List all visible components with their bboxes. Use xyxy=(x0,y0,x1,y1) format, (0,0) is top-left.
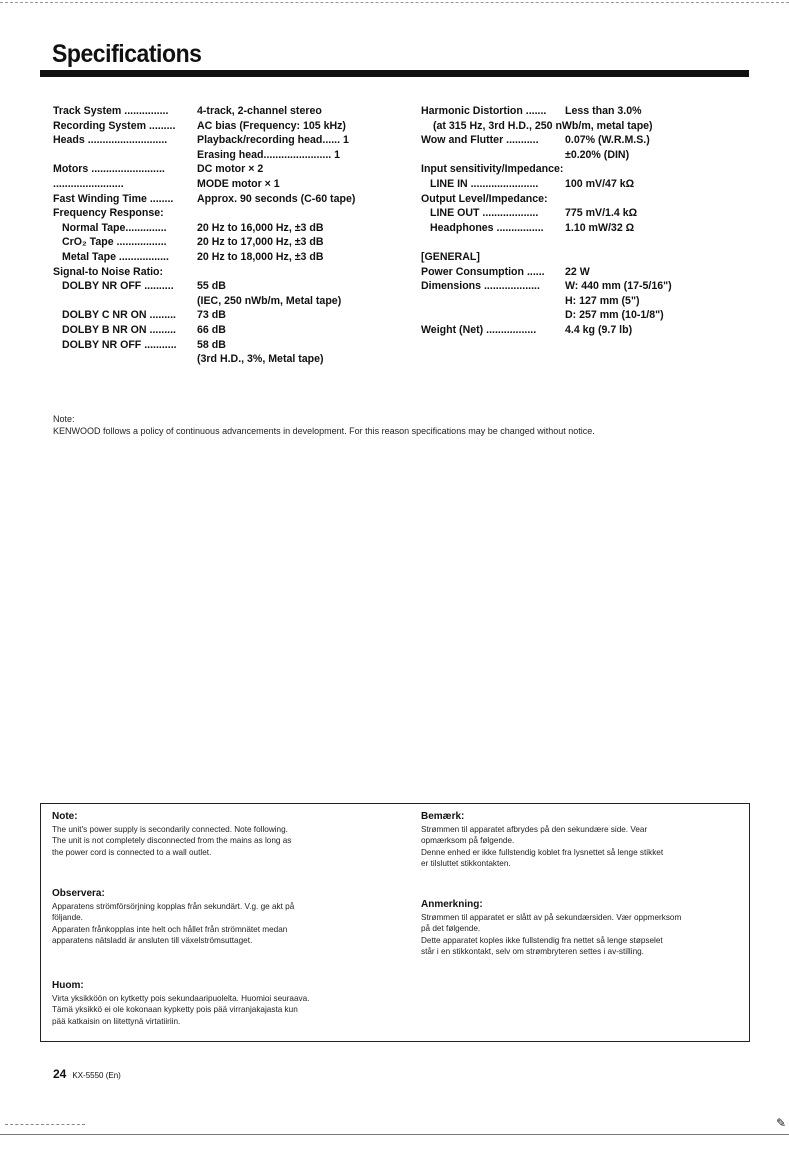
spec-row xyxy=(421,133,761,148)
spec-value: 55 dB xyxy=(197,280,226,293)
spec-label: Heads ........................... xyxy=(53,134,168,147)
spec-row xyxy=(53,235,403,250)
notice-fi-heading: Huom: xyxy=(52,980,84,991)
power-notice-box xyxy=(40,803,750,1042)
bottom-rule xyxy=(0,1134,789,1135)
notice-da-heading: Bemærk: xyxy=(421,811,465,822)
spec-value: 20 Hz to 16,000 Hz, ±3 dB xyxy=(197,221,324,234)
text-line: Strømmen til apparatet afbrydes på den sekundære side. Vear xyxy=(421,825,648,834)
spec-row xyxy=(53,323,403,338)
spec-value: 20 Hz to 17,000 Hz, ±3 dB xyxy=(197,236,324,249)
notice-no xyxy=(421,898,741,958)
notice-en xyxy=(52,810,372,858)
spec-label: Frequency Response: xyxy=(53,207,164,220)
spec-row xyxy=(53,308,403,323)
spec-value: 1.10 mW/32 Ω xyxy=(565,221,635,234)
bottom-dash xyxy=(5,1124,85,1125)
spec-row xyxy=(421,177,761,192)
spec-value: H: 127 mm (5") xyxy=(565,294,640,307)
spec-value: W: 440 mm (17-5/16") xyxy=(565,280,672,293)
text-line: opmærksom på følgende. xyxy=(421,836,515,846)
spec-row xyxy=(53,119,403,134)
spec-label: Input sensitivity/Impedance: xyxy=(421,163,564,176)
model-label: KX-5550 (En) xyxy=(72,1071,121,1080)
text-line: står i en stikkontakt, selv om strømbryteren settes i av-stilling. xyxy=(421,947,644,957)
spec-label: Dimensions ................... xyxy=(421,280,540,293)
spec-value: (IEC, 250 nWb/m, Metal tape) xyxy=(197,294,342,307)
spec-note xyxy=(53,413,595,437)
text-line: Tämä yksikkö ei ole kokonaan kypketty pois pää virranjakajasta kun xyxy=(52,1005,298,1015)
spec-row xyxy=(53,279,403,294)
spec-value: 22 W xyxy=(565,265,590,278)
text-line: Virta yksikköön on kytketty pois sekundaaripuolelta. Huomioi seuraava. xyxy=(52,994,310,1003)
spec-value: 775 mV/1.4 kΩ xyxy=(565,207,638,220)
spec-line: (at 315 Hz, 3rd H.D., 250 nWb/m, metal tape) xyxy=(433,119,653,132)
spec-label xyxy=(53,352,197,367)
spec-row xyxy=(53,162,403,177)
spec-row xyxy=(421,235,761,250)
text-line: Dette apparatet koples ikke fullstendig fra nettet så lenge støpselet xyxy=(421,935,663,945)
spec-value: AC bias (Frequency: 105 kHz) xyxy=(197,119,346,132)
spec-label: Headphones ................ xyxy=(430,221,544,234)
text-line: följande. xyxy=(52,913,83,923)
text-line: Apparatens strömförsörjning kopplas från sekundärt. V.g. ge akt på xyxy=(52,902,295,911)
spec-label xyxy=(421,148,565,163)
spec-value: (3rd H.D., 3%, Metal tape) xyxy=(197,353,324,366)
spec-value: D: 257 mm (10-1/8") xyxy=(565,309,664,322)
spec-value: 20 Hz to 18,000 Hz, ±3 dB xyxy=(197,250,324,263)
spec-row xyxy=(53,294,403,309)
spec-label: Power Consumption ...... xyxy=(421,265,545,278)
text-line: The unit is not completely disconnected from the mains as long as xyxy=(52,836,292,846)
spec-row xyxy=(53,206,403,221)
spec-row xyxy=(421,323,761,338)
spec-label: ........................ xyxy=(53,177,124,190)
notice-no-heading: Anmerkning: xyxy=(421,899,483,910)
spec-label: Signal-to Noise Ratio: xyxy=(53,265,164,278)
spec-value: DC motor × 2 xyxy=(197,163,264,176)
spec-value: 66 dB xyxy=(197,323,226,336)
notice-fi-text xyxy=(52,993,372,1027)
text-line: Apparaten frånkopplas inte helt och hållet från strömnätet medan xyxy=(52,924,288,934)
spec-value: Erasing head....................... 1 xyxy=(197,148,341,161)
spec-label: Normal Tape.............. xyxy=(62,221,167,234)
spec-label: Output Level/Impedance: xyxy=(421,192,548,205)
text-line: apparatens nätsladd är ansluten till växelströmsuttaget. xyxy=(52,936,253,946)
spec-row xyxy=(53,250,403,265)
spec-row xyxy=(53,104,403,119)
spec-row xyxy=(421,250,761,265)
spec-value: 58 dB xyxy=(197,338,226,351)
text-line: Denne enhed er ikke fullstendig koblet fra lysnettet så lenge stikket xyxy=(421,847,664,857)
spec-row xyxy=(53,338,403,353)
spec-value: 100 mV/47 kΩ xyxy=(565,177,635,190)
spec-row xyxy=(421,221,761,236)
notice-da xyxy=(421,810,741,870)
spec-row xyxy=(53,148,403,163)
spec-label: Recording System ......... xyxy=(53,119,176,132)
spec-row xyxy=(421,206,761,221)
spec-value: ±0.20% (DIN) xyxy=(565,148,630,161)
spec-label xyxy=(421,294,565,309)
notice-sv-heading: Observera: xyxy=(52,888,105,899)
spec-label: DOLBY NR OFF ........... xyxy=(62,338,177,351)
notice-en-heading: Note: xyxy=(52,811,78,822)
spec-row xyxy=(53,265,403,280)
spec-row xyxy=(53,221,403,236)
notice-da-text xyxy=(421,824,741,870)
spec-label xyxy=(421,308,565,323)
spec-row xyxy=(421,265,761,280)
text-line: er tilsluttet stikkontakten. xyxy=(421,859,511,869)
spec-label: CrO₂ Tape ................. xyxy=(62,236,167,249)
spec-label xyxy=(53,294,197,309)
spec-label: Wow and Flutter ........... xyxy=(421,134,539,147)
page-number: 24 xyxy=(53,1067,67,1081)
spec-label xyxy=(53,148,197,163)
spec-row xyxy=(421,119,761,134)
spec-value: 4.4 kg (9.7 lb) xyxy=(565,323,633,336)
spec-row xyxy=(53,133,403,148)
spec-label: Weight (Net) ................. xyxy=(421,323,537,336)
specs-left-column xyxy=(53,104,403,367)
spec-row xyxy=(421,104,761,119)
spec-note-text: KENWOOD follows a policy of continuous advancements in development. For this reason specifications may be changed without notice. xyxy=(53,426,595,436)
spec-value: Less than 3.0% xyxy=(565,105,642,117)
spec-row xyxy=(421,192,761,207)
text-line: The unit's power supply is secondarily connected. Note following. xyxy=(52,825,288,834)
page-footer xyxy=(53,1067,121,1081)
spec-value: 0.07% (W.R.M.S.) xyxy=(565,134,650,147)
spec-label: Motors ......................... xyxy=(53,163,165,176)
spec-label: Harmonic Distortion ....... xyxy=(421,105,547,117)
spec-label: DOLBY NR OFF .......... xyxy=(62,280,174,293)
spec-value: Approx. 90 seconds (C-60 tape) xyxy=(197,192,356,205)
spec-label xyxy=(421,235,565,250)
page-title: Specifications xyxy=(52,40,202,68)
spec-row xyxy=(53,352,403,367)
spec-label: DOLBY C NR ON ......... xyxy=(62,309,176,322)
notice-no-text xyxy=(421,912,741,958)
spec-value: 73 dB xyxy=(197,309,226,322)
spec-label: DOLBY B NR ON ......... xyxy=(62,323,176,336)
spec-label: Metal Tape ................. xyxy=(62,250,169,263)
spec-row xyxy=(53,177,403,192)
spec-value: 4-track, 2-channel stereo xyxy=(197,105,322,117)
spec-label: [GENERAL] xyxy=(421,250,480,263)
top-dashed-border xyxy=(0,2,789,3)
spec-value: MODE motor × 1 xyxy=(197,177,280,190)
spec-label: Fast Winding Time ........ xyxy=(53,192,174,205)
spec-row xyxy=(421,148,761,163)
spec-row xyxy=(421,162,761,177)
spec-label: LINE IN ....................... xyxy=(430,177,539,190)
notice-en-text xyxy=(52,824,372,858)
text-line: Strømmen til apparatet er slått av på sekundærsiden. Vær oppmerksom xyxy=(421,913,682,922)
corner-mark-icon: ✎ xyxy=(776,1116,787,1130)
spec-row xyxy=(421,279,761,294)
spec-label: Track System ............... xyxy=(53,105,169,117)
text-line: pää katkaisin on liitettynä virtatiiriin. xyxy=(52,1016,181,1026)
spec-note-heading: Note: xyxy=(53,414,75,424)
spec-row xyxy=(421,308,761,323)
spec-value: Playback/recording head...... 1 xyxy=(197,134,349,147)
text-line: på det følgende. xyxy=(421,924,481,934)
text-line: the power cord is connected to a wall outlet. xyxy=(52,847,212,857)
spec-row xyxy=(421,294,761,309)
title-rule xyxy=(40,70,749,77)
notice-sv xyxy=(52,887,372,947)
spec-label: LINE OUT ................... xyxy=(430,207,539,220)
notice-sv-text xyxy=(52,901,372,947)
spec-row xyxy=(53,192,403,207)
notice-fi xyxy=(52,979,372,1027)
specs-right-column xyxy=(421,104,761,338)
